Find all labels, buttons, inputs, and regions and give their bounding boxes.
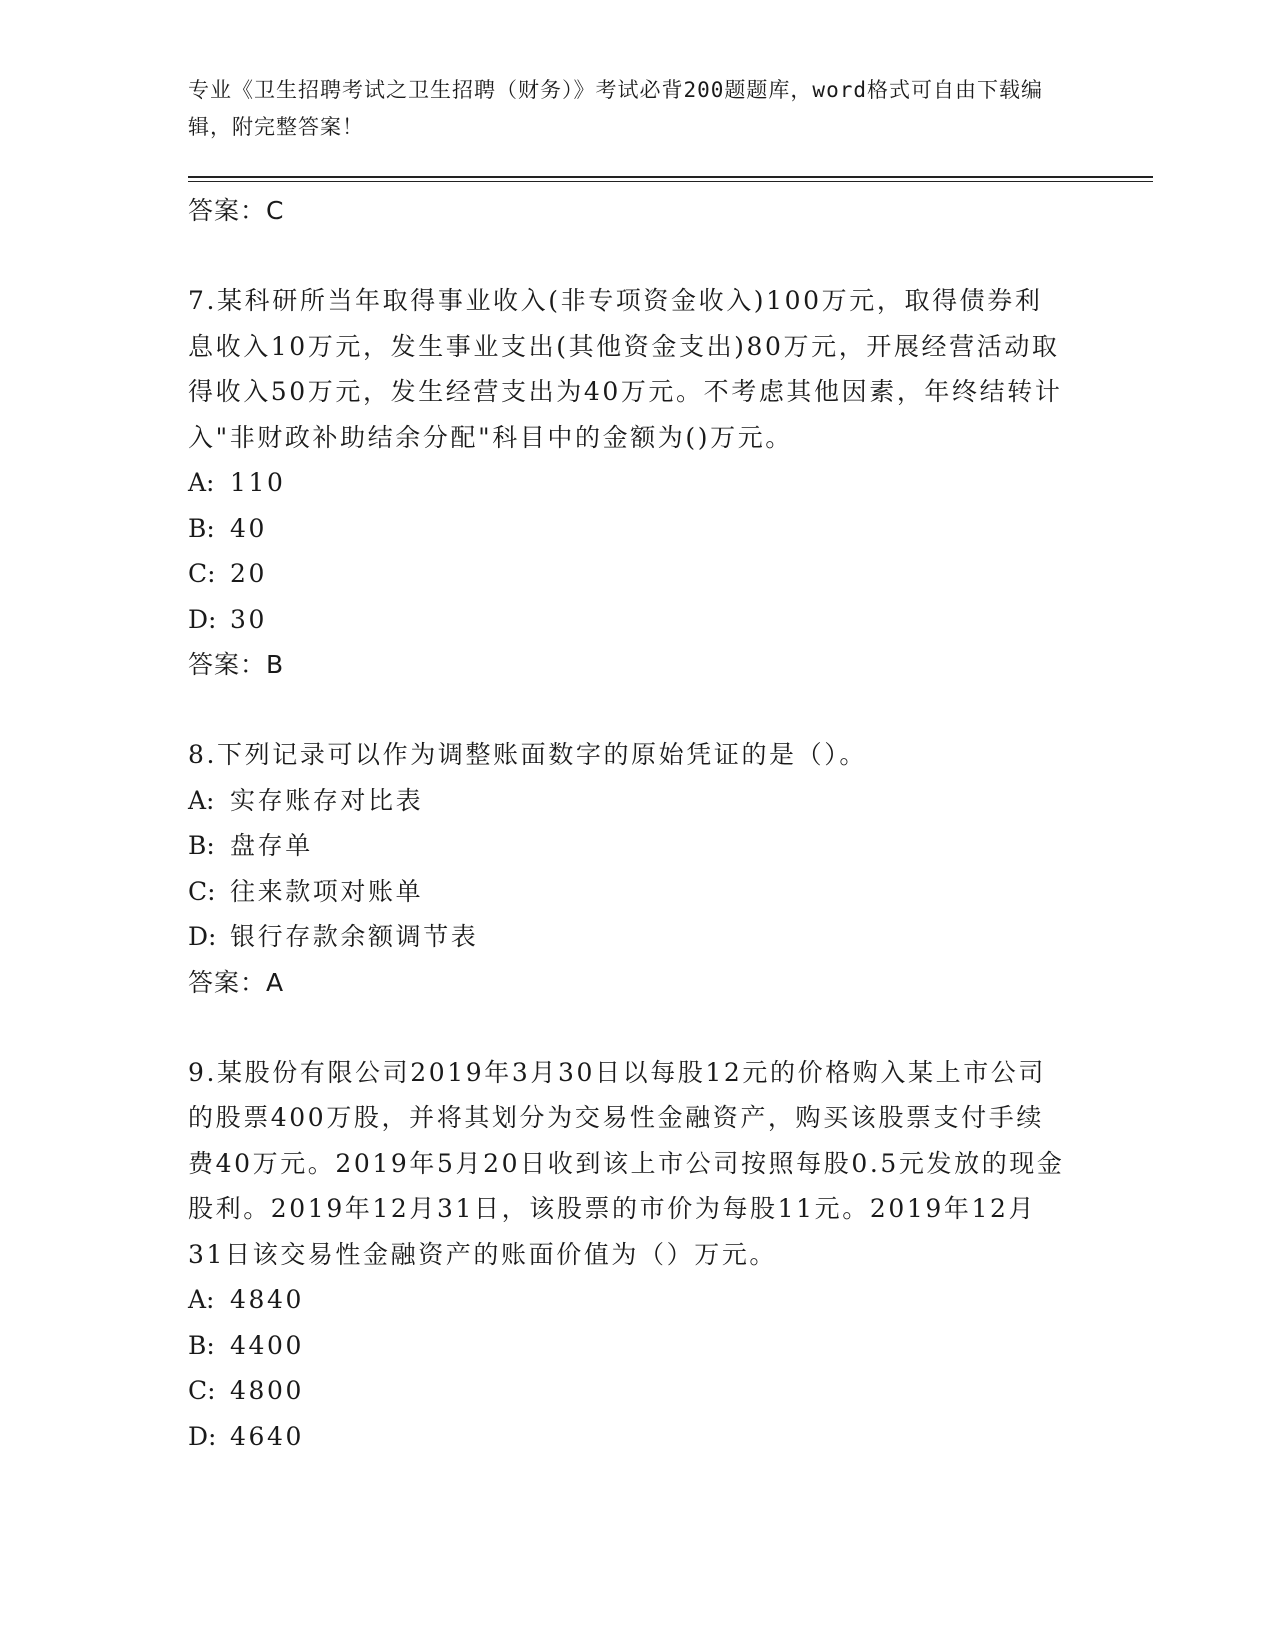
option-text: 4400 xyxy=(230,1330,305,1360)
option-key: B: xyxy=(188,1330,215,1360)
question-text: 8.下列记录可以作为调整账面数字的原始凭证的是（）。 xyxy=(188,740,867,769)
question-block xyxy=(188,732,1088,1006)
option-d xyxy=(188,914,1088,960)
answer-line: 答案：B xyxy=(188,650,285,679)
option-b xyxy=(188,506,1088,552)
option-key: B: xyxy=(188,513,215,543)
option-key: C: xyxy=(188,876,216,906)
option-text: 4800 xyxy=(230,1376,305,1405)
header-rule-thin xyxy=(188,181,1153,182)
option-key: A: xyxy=(188,785,215,815)
option-text: 实存账存对比表 xyxy=(230,785,424,815)
document-header: 专业《卫生招聘考试之卫生招聘（财务）》考试必背200题题库，word格式可自由下载编辑，附完整答案！ xyxy=(188,78,1043,139)
option-key: C: xyxy=(188,1376,216,1405)
option-a xyxy=(188,778,1088,824)
option-text: 4840 xyxy=(230,1285,305,1314)
option-text: 40 xyxy=(230,513,268,543)
option-b xyxy=(188,823,1088,869)
question-text: 9.某股份有限公司2019年3月30日以每股12元的价格购入某上市公司的股票400万股，并将其划分为交易性金融资产，购买该股票支付手续费40万元。2019年5月20日收到该上市公司按照每股0.5元发放的现金股利。2019年12月31日，该股票的市价为每股11元。2019年12月31日该交易性金融资产的账面价值为（）万元。 xyxy=(188,1057,1065,1269)
question-text: 7.某科研所当年取得事业收入(非专项资金收入)100万元，取得债券利息收入10万元，发生事业支出(其他资金支出)80万元，开展经营活动取得收入50万元，发生经营支出为40万元。不考虑其他因素，年终结转计入"非财政补助结余分配"科目中的金额为()万元。 xyxy=(188,286,1063,452)
option-key: C: xyxy=(188,559,216,588)
option-d xyxy=(188,1414,1088,1460)
option-text: 20 xyxy=(230,559,268,588)
option-key: B: xyxy=(188,831,215,860)
option-text: 盘存单 xyxy=(230,831,313,860)
question-list xyxy=(188,188,1088,1459)
option-key: A: xyxy=(188,468,215,497)
option-a xyxy=(188,1277,1088,1323)
question-block xyxy=(188,278,1088,688)
answer-line: 答案：C xyxy=(188,196,285,225)
question-block xyxy=(188,1050,1088,1460)
option-key: D: xyxy=(188,604,217,634)
option-b xyxy=(188,1323,1088,1369)
option-a xyxy=(188,460,1088,506)
answer-line: 答案：A xyxy=(188,967,285,997)
option-key: D: xyxy=(188,922,217,951)
option-text: 往来款项对账单 xyxy=(230,876,424,906)
option-text: 银行存款余额调节表 xyxy=(230,922,479,951)
option-key: A: xyxy=(188,1285,215,1314)
option-text: 30 xyxy=(230,604,268,634)
option-text: 4640 xyxy=(230,1421,305,1451)
option-text: 110 xyxy=(230,468,286,497)
option-key: D: xyxy=(188,1421,217,1451)
option-c xyxy=(188,551,1088,597)
header-rule-thick xyxy=(188,176,1153,178)
option-c xyxy=(188,1368,1088,1414)
option-c xyxy=(188,869,1088,915)
option-d xyxy=(188,597,1088,643)
